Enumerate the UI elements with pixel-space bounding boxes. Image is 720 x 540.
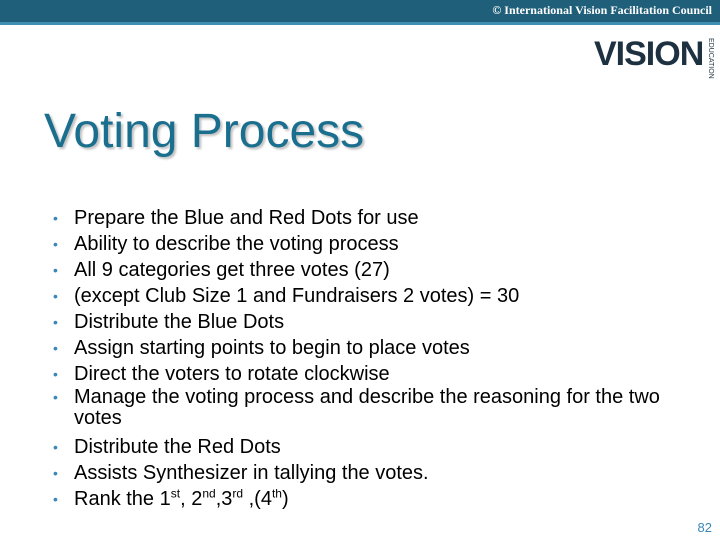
list-item-text: Assign starting points to begin to place votes [74, 337, 470, 359]
slide-title: Voting Process [44, 105, 365, 158]
bullet-icon: • [53, 340, 58, 356]
rank-prefix: Rank the 1 [74, 488, 171, 510]
rank-text-4: ,(4 [243, 488, 272, 510]
header-divider [0, 22, 720, 25]
bullet-icon: • [53, 366, 58, 382]
bullet-icon: • [53, 288, 58, 304]
copyright-text: © International Vision Facilitation Council [492, 3, 712, 17]
header-bar [0, 0, 720, 22]
bullet-icon: • [53, 389, 58, 405]
list-item [53, 231, 693, 257]
rank-text-5: ) [281, 488, 289, 510]
list-item-text: (except Club Size 1 and Fundraisers 2 votes) = 30 [74, 285, 520, 307]
list-item-text: Ability to describe the voting process [74, 233, 399, 255]
bullet-icon: • [53, 210, 58, 226]
bullet-icon: • [53, 262, 58, 278]
list-item-text: Manage the voting process and describe the reasoning for the two votes [74, 386, 660, 429]
list-item-text: Distribute the Blue Dots [74, 311, 285, 333]
logo-text: VISION [594, 35, 704, 73]
list-item-text: Prepare the Blue and Red Dots for use [74, 207, 419, 229]
rank-text-3: ,3 [215, 488, 233, 510]
page-number: 82 [697, 520, 712, 535]
rank-text-2: , 2 [180, 488, 203, 510]
list-item [53, 257, 693, 283]
list-item [53, 361, 693, 387]
rank-sup-1: st [170, 486, 181, 501]
list-item [53, 486, 693, 512]
list-item [53, 283, 693, 309]
list-item-text: Direct the voters to rotate clockwise [74, 363, 390, 385]
list-item [53, 309, 693, 335]
list-item [53, 434, 693, 460]
bullet-icon: • [53, 439, 58, 455]
bullet-list [53, 205, 693, 512]
rank-sup-2: nd [202, 486, 216, 501]
list-item [53, 387, 693, 429]
list-item [53, 335, 693, 361]
bullet-icon: • [53, 236, 58, 252]
list-item-text: All 9 categories get three votes (27) [74, 259, 390, 281]
list-item-text: Distribute the Red Dots [74, 436, 281, 458]
list-item [53, 205, 693, 231]
list-item [53, 460, 693, 486]
vision-logo [594, 35, 714, 79]
rank-sup-4: th [271, 486, 282, 501]
rank-sup-3: rd [232, 486, 244, 501]
logo-subtext: EDUCATION [707, 38, 714, 79]
bullet-icon: • [53, 465, 58, 481]
bullet-icon: • [53, 491, 58, 507]
bullet-icon: • [53, 314, 58, 330]
list-item-text: Assists Synthesizer in tallying the votes. [74, 462, 429, 484]
